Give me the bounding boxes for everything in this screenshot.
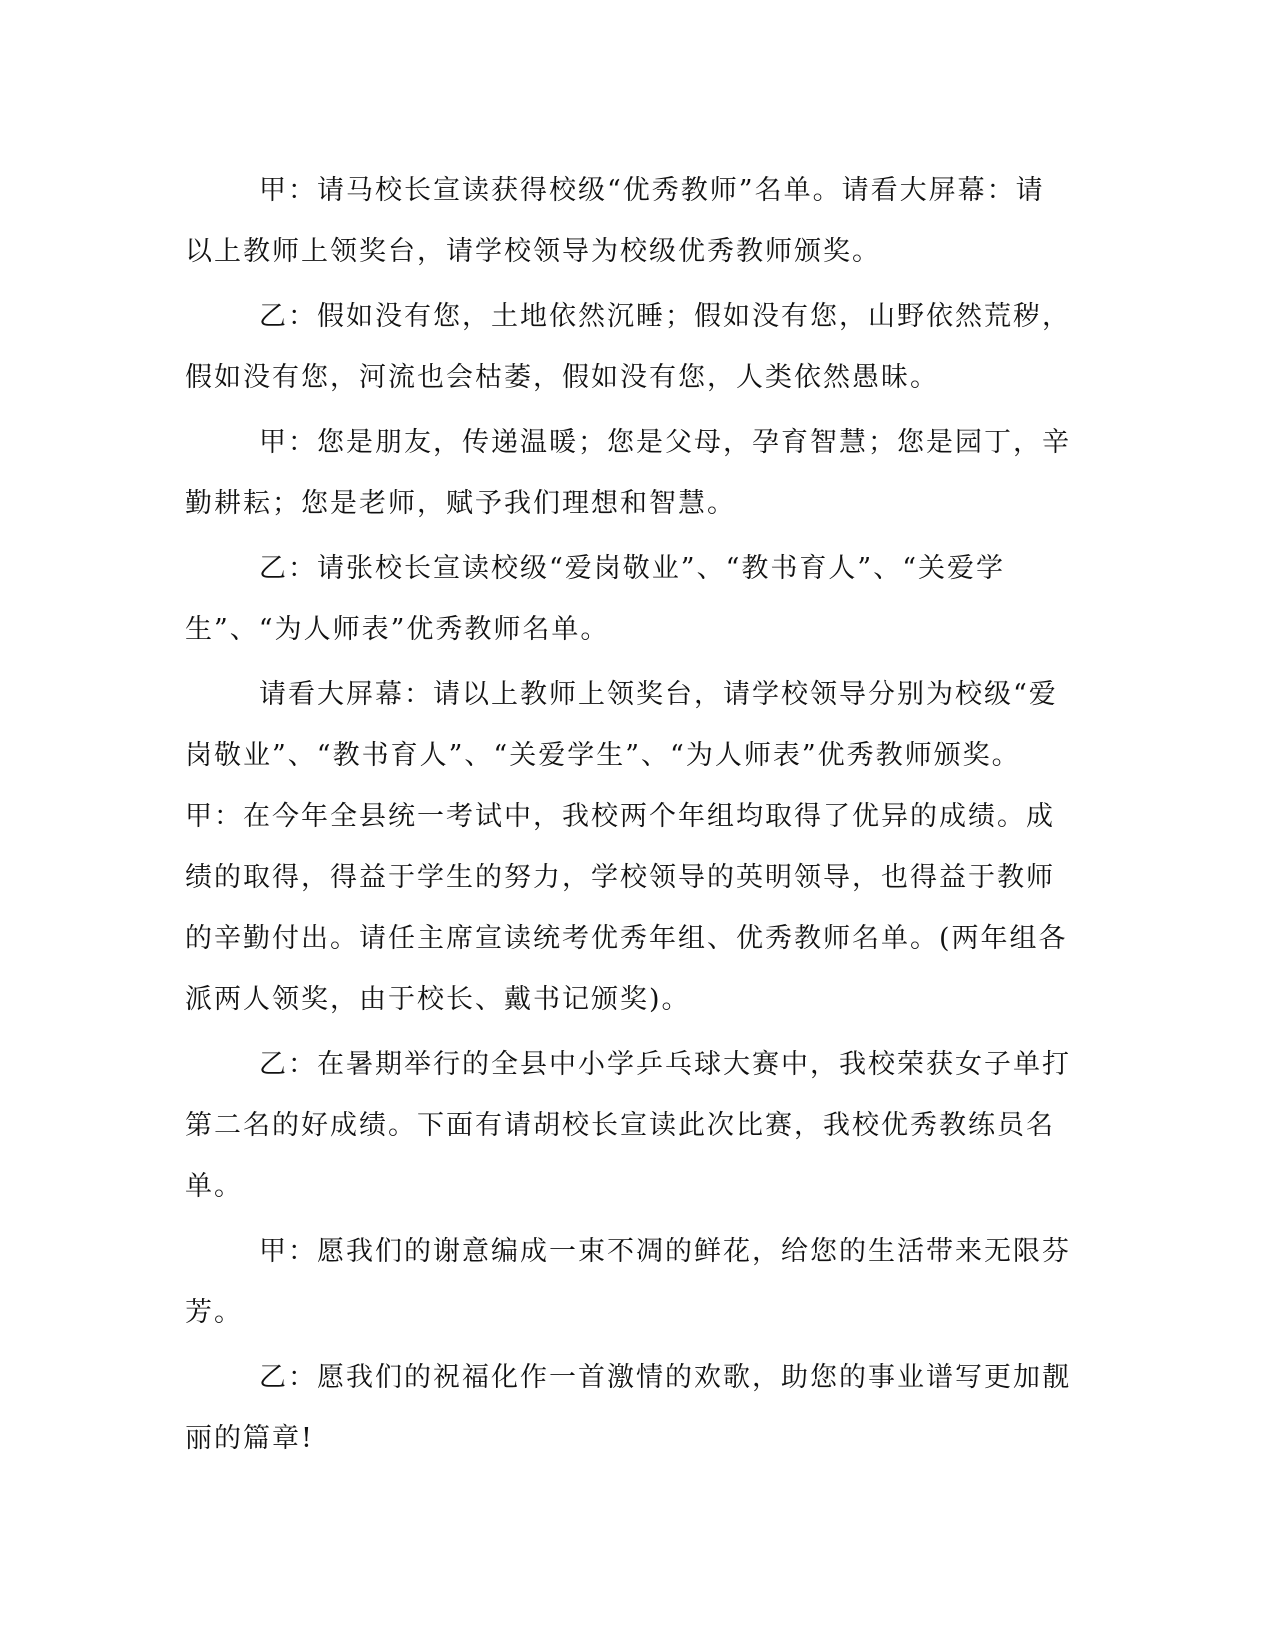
paragraph-4: 乙：请张校长宣读校级“爱岗敬业”、“教书育人”、“关爱学生”、“为人师表”优秀教师名单。 (185, 553, 1006, 645)
paragraph-2: 乙：假如没有您，土地依然沉睡；假如没有您，山野依然荒秽，假如没有您，河流也会枯萎，假如没有您，人类依然愚昧。 (185, 301, 1071, 393)
paragraph-5: 请看大屏幕：请以上教师上领奖台，请学校领导分别为校级“爱岗敬业”、“教书育人”、“关爱学生”、“为人师表”优秀教师颁奖。甲：在今年全县统一考试中，我校两个年组均取得了优异的成绩。成绩的取得，得益于学生的努力，学校领导的英明领导，也得益于教师的辛勤付出。请任主席宣读统考优秀年组、优秀教师名单。(两年组各派两人领奖，由于校长、戴书记颁奖)。 (185, 679, 1068, 1015)
document-body (185, 160, 1071, 1473)
paragraph-8: 乙：愿我们的祝福化作一首激情的欢歌，助您的事业谱写更加靓丽的篇章! (185, 1362, 1071, 1454)
paragraph-6: 乙：在暑期举行的全县中小学乒乓球大赛中，我校荣获女子单打第二名的好成绩。下面有请胡校长宣读此次比赛，我校优秀教练员名单。 (185, 1049, 1071, 1202)
paragraph-3: 甲：您是朋友，传递温暖；您是父母，孕育智慧；您是园丁，辛勤耕耘；您是老师，赋予我们理想和智慧。 (185, 427, 1071, 519)
paragraph-7: 甲：愿我们的谢意编成一束不凋的鲜花，给您的生活带来无限芬芳。 (185, 1236, 1071, 1328)
paragraph-1: 甲：请马校长宣读获得校级“优秀教师”名单。请看大屏幕：请以上教师上领奖台，请学校领导为校级优秀教师颁奖。 (185, 175, 1045, 267)
